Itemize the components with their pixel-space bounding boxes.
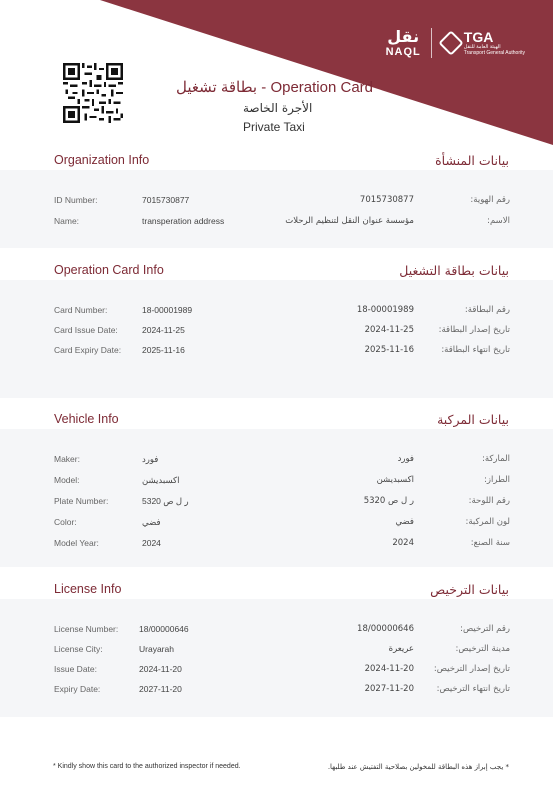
row-value-ar: 2025-11-16	[364, 345, 414, 355]
row-label-ar: تاريخ إصدار الترخيص:	[433, 664, 510, 674]
section-title-en: Vehicle Info	[54, 412, 119, 426]
row-label-ar: رقم الترخيص:	[460, 624, 510, 634]
tga-emblem-icon	[438, 30, 463, 55]
footer-note-en: * Kindly show this card to the authorized inspector if needed.	[53, 763, 241, 770]
row-label-en: Card Issue Date:	[54, 325, 118, 335]
row-value-en: 2024-11-20	[139, 664, 182, 674]
info-row-card-number	[0, 305, 553, 319]
row-label-en: Expiry Date:	[54, 684, 101, 694]
row-label-en: Model:	[54, 475, 80, 485]
row-label-ar: الماركة:	[481, 454, 510, 464]
section-title-en: Operation Card Info	[54, 263, 164, 277]
license-section-body	[0, 599, 553, 717]
card-subtitle-en: Private Taxi	[243, 120, 305, 134]
row-value-ar: ر ل ص 5320	[363, 496, 414, 506]
row-value-ar: مؤسسة عنوان النقل لتنظيم الرحلات	[285, 216, 414, 226]
row-value-ar: عريعرة	[388, 644, 414, 654]
row-label-ar: سنة الصنع:	[470, 538, 510, 548]
row-value-en: اكسبديشن	[142, 475, 180, 485]
naql-logo	[385, 26, 421, 58]
section-title-ar: بيانات بطاقة التشغيل	[399, 263, 509, 278]
info-row-license-number	[0, 624, 553, 638]
row-value-ar: 2024	[392, 538, 414, 548]
logo-divider	[431, 28, 432, 58]
row-value-ar: اكسبديشن	[376, 475, 414, 485]
row-value-en: ر ل ص 5320	[142, 496, 189, 506]
info-row-card-expiry-date	[0, 345, 553, 359]
tga-logo-en: Transport General Authority	[463, 50, 525, 56]
row-value-en: فضي	[142, 517, 161, 527]
row-value-en: 2027-11-20	[139, 684, 182, 694]
info-row-model	[0, 475, 553, 489]
qr-code	[63, 63, 123, 123]
info-row-id-number	[0, 195, 553, 209]
row-value-en: transperation address	[142, 216, 225, 226]
row-value-ar: 2024-11-25	[364, 325, 414, 335]
row-label-ar: تاريخ انتهاء البطاقة:	[441, 345, 510, 355]
info-row-model-year	[0, 538, 553, 552]
row-value-en: 2024-11-25	[142, 325, 185, 335]
row-value-ar: 18-00001989	[356, 305, 414, 315]
row-label-en: Color:	[54, 517, 77, 527]
row-label-ar: مدينة الترخيص:	[455, 644, 510, 654]
row-label-en: Name:	[54, 216, 80, 226]
row-label-ar: رقم اللوحة:	[468, 496, 510, 506]
tga-logo-name: TGA	[463, 29, 494, 45]
tga-logo	[442, 30, 525, 56]
row-label-ar: الاسم:	[487, 216, 510, 226]
info-row-maker	[0, 454, 553, 468]
row-label-en: License City:	[54, 644, 103, 654]
row-value-ar: 2027-11-20	[364, 684, 414, 694]
row-label-en: Maker:	[54, 454, 80, 464]
row-label-en: ID Number:	[54, 195, 98, 205]
row-value-ar: 2024-11-20	[364, 664, 414, 674]
row-value-ar: 7015730877	[359, 195, 414, 205]
row-value-en: 18/00000646	[139, 624, 189, 634]
section-title-ar: بيانات المركبة	[437, 412, 509, 427]
tga-logo-ar: الهيئة العامة للنقل	[463, 44, 501, 50]
info-row-card-issue-date	[0, 325, 553, 339]
row-value-en: فورد	[142, 454, 159, 464]
row-value-ar: 18/00000646	[357, 624, 414, 634]
row-label-en: Card Expiry Date:	[54, 345, 122, 355]
row-label-ar: تاريخ إصدار البطاقة:	[438, 325, 510, 335]
info-row-plate-number	[0, 496, 553, 510]
brand-logos	[386, 28, 525, 58]
row-label-ar: تاريخ انتهاء الترخيص:	[436, 684, 510, 694]
naql-logo-en: NAQL	[385, 45, 421, 58]
section-title-ar: بيانات المنشأة	[435, 153, 509, 168]
row-label-en: Issue Date:	[54, 664, 97, 674]
row-label-ar: رقم البطاقة:	[464, 305, 510, 315]
row-label-en: Model Year:	[54, 538, 99, 548]
info-row-expiry-date	[0, 684, 553, 698]
footer-note-ar: * يجب إبراز هذه البطاقة للمخولين بصلاحية التفتيش عند طلبها.	[327, 763, 509, 771]
row-value-en: Urayarah	[139, 644, 174, 654]
row-label-en: Plate Number:	[54, 496, 109, 506]
info-row-name	[0, 216, 553, 240]
card-subtitle-ar: الأجرة الخاصة	[243, 101, 313, 115]
row-label-en: Card Number:	[54, 305, 108, 315]
info-row-issue-date	[0, 664, 553, 678]
row-label-ar: الطراز:	[484, 475, 510, 485]
naql-logo-ar: نقل	[387, 26, 420, 46]
info-row-color	[0, 517, 553, 531]
row-value-en: 7015730877	[142, 195, 190, 205]
row-value-en: 2025-11-16	[142, 345, 185, 355]
card-title: بطاقة تشغيل - Operation Card	[176, 79, 373, 96]
row-value-ar: فضي	[395, 517, 414, 527]
row-value-en: 18-00001989	[142, 305, 193, 315]
section-title-en: License Info	[54, 582, 122, 596]
row-label-ar: رقم الهوية:	[470, 195, 510, 205]
row-label-ar: لون المركبة:	[465, 517, 510, 527]
section-title-en: Organization Info	[54, 153, 150, 167]
row-label-en: License Number:	[54, 624, 119, 634]
row-value-ar: فورد	[397, 454, 414, 464]
section-title-ar: بيانات الترخيص	[430, 582, 509, 597]
operation-card-section-body	[0, 280, 553, 398]
row-value-en: 2024	[142, 538, 161, 548]
info-row-license-city	[0, 644, 553, 658]
